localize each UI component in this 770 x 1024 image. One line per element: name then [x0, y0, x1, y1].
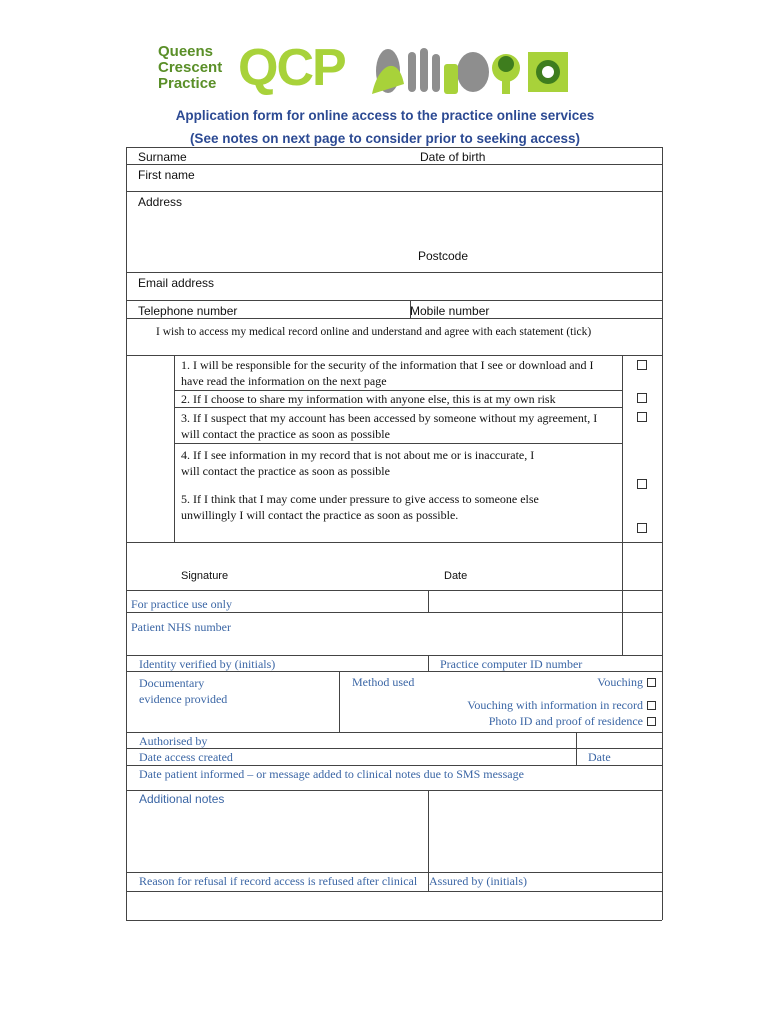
refusal-reason-label: Reason for refusal if record access is refused after clinical	[139, 874, 418, 888]
statement-1-checkbox[interactable]	[637, 360, 647, 370]
computer-id-label: Practice computer ID number	[440, 657, 583, 671]
practice-logo	[158, 39, 580, 98]
first-name-label: First name	[138, 168, 195, 182]
telephone-label: Telephone number	[138, 304, 238, 318]
nhs-number-label: Patient NHS number	[131, 620, 231, 634]
statement-4-checkbox[interactable]	[637, 479, 647, 489]
dob-field[interactable]	[495, 148, 655, 163]
refusal-reason-field[interactable]	[128, 893, 660, 918]
statement-1: 1. I will be responsible for the security of the information that I see or download and I have read the information on the next page	[181, 358, 594, 388]
logo-name-text: Queens Crescent Practice	[158, 43, 223, 92]
statement-5: 5. If I think that I may come under pressure to give access to someone else unwillingly I will contact the practice as soon as possible.	[181, 492, 539, 522]
nhs-number-field[interactable]	[245, 614, 615, 652]
additional-notes-right-field[interactable]	[430, 792, 660, 870]
postcode-field[interactable]	[475, 246, 655, 270]
email-label: Email address	[138, 276, 215, 290]
signature-field[interactable]	[240, 550, 430, 586]
method-used-label: Method used	[352, 675, 415, 689]
access-date-label: Date	[588, 750, 611, 764]
patient-informed-label: Date patient informed – or message added to clinical notes due to SMS message	[139, 767, 524, 781]
postcode-label: Postcode	[418, 249, 469, 263]
identity-verified-label: Identity verified by (initials)	[139, 657, 276, 671]
signature-date-field[interactable]	[475, 550, 615, 586]
authorised-by-label: Authorised by	[139, 734, 208, 748]
vouching-info-checkbox[interactable]	[647, 701, 656, 710]
statement-5-checkbox[interactable]	[637, 523, 647, 533]
statement-2-checkbox[interactable]	[637, 393, 647, 403]
surname-field[interactable]	[200, 148, 405, 163]
photo-id-checkbox[interactable]	[647, 717, 656, 726]
signature-date-label: Date	[444, 570, 468, 582]
documentary-evidence-label: Documentary evidence provided	[139, 676, 228, 706]
vouching-option[interactable]: Vouching	[597, 675, 656, 690]
photo-id-option[interactable]: Photo ID and proof of residence	[489, 714, 656, 729]
statement-3: 3. If I suspect that my account has been accessed by someone without my agreement, I will contact the practice as soon as possible	[181, 411, 598, 441]
vouching-info-option[interactable]: Vouching with information in record	[467, 698, 656, 713]
access-created-label: Date access created	[139, 750, 233, 764]
mobile-field[interactable]	[495, 302, 655, 317]
address-field[interactable]	[190, 193, 655, 243]
telephone-field[interactable]	[240, 302, 405, 317]
assured-by-label: Assured by (initials)	[429, 874, 527, 888]
form-subtitle: (See notes on next page to consider prior to seeking access)	[189, 131, 581, 146]
signature-label: Signature	[181, 570, 229, 582]
first-name-field[interactable]	[200, 165, 655, 190]
statement-4: 4. If I see information in my record that is not about me or is inaccurate, I will contact the practice as soon as possible	[181, 448, 535, 478]
additional-notes-label: Additional notes	[139, 792, 225, 806]
practice-use-header: For practice use only	[131, 597, 232, 611]
dob-label: Date of birth	[420, 150, 486, 164]
statement-2: 2. If I choose to share my information with anyone else, this is at my own risk	[181, 392, 556, 406]
agreement-intro: I wish to access my medical record online and understand and agree with each statement (tick)	[156, 326, 592, 338]
statement-3-checkbox[interactable]	[637, 412, 647, 422]
logo-artwork	[368, 44, 580, 98]
vouching-checkbox[interactable]	[647, 678, 656, 687]
logo-initials: QCP	[238, 39, 345, 97]
email-field[interactable]	[220, 274, 655, 298]
address-label: Address	[138, 195, 183, 209]
additional-notes-field[interactable]	[128, 808, 426, 870]
mobile-label: Mobile number	[410, 304, 490, 318]
form-title: Application form for online access to the practice online services	[175, 108, 595, 123]
surname-label: Surname	[138, 150, 187, 164]
